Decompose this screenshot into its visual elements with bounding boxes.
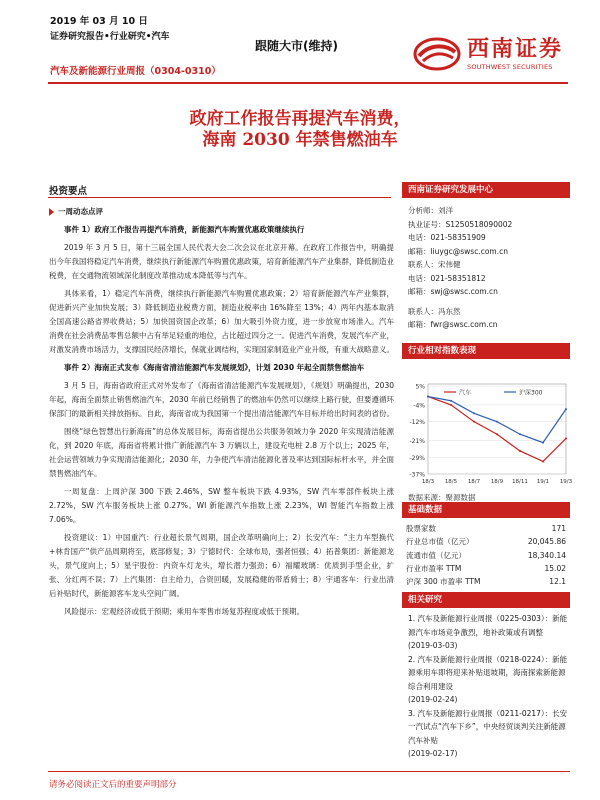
analyst-phone: 电话：021-58351909 [408,233,486,242]
event1-title: 事件 1）政府工作报告再提汽车消费，新能源汽车购置优惠政策继续执行 [64,225,305,234]
footer-notice: 请务必阅读正文后的重要声明部分 [49,780,177,790]
logo-icon [413,36,461,72]
subsection-label: 一周动态点评 [58,207,103,216]
index-performance-chart [402,378,573,488]
rating: 跟随大市(维持) [255,39,338,53]
x-tick-label: 19/3 [559,479,573,485]
x-tick-label: 18/9 [490,479,504,485]
series-point [427,396,429,398]
x-tick-label: 18/5 [444,479,458,485]
related-item[interactable] [402,612,570,653]
y-tick-label: -4% [413,402,425,410]
data-value: 20,045.86 [527,537,566,547]
series-point [473,421,475,423]
x-tick-label: 18/7 [467,479,481,485]
legend-label: 汽车 [459,389,472,397]
y-tick-label: -12% [409,419,425,427]
x-tick-label: 19/1 [536,479,550,485]
related-item-title[interactable]: 3. 汽车及新能源行业周报（0211-0217）：长安一汽试点“汽车下乡”，中央经贸谈判关注新能源汽车补贴 [408,708,568,745]
related-item-title[interactable]: 2. 汽车及新能源行业周报（0218-0224）：新能源乘用车即将迎来补贴退坡期，海南探索新能源综合利用建设 [408,654,568,691]
series-point [565,408,567,410]
data-row-hs300-pe [402,575,570,588]
data-value: 171 [551,524,566,533]
report-title-line2: 海南 2030 年禁售燃油车 [202,130,398,150]
weekly-review: 一周复盘：上周沪深 300 下跌 2.46%，SW 整车板块下跌 4.93%，SW 汽车零部件板块上涨 2.72%，SW 汽车服务板块上涨 0.27%。WI 新能源汽车指数上涨 2.23%，WI 智能汽车指数上涨 7.06%。 [49,487,394,524]
data-key: 沪深 300 市盈率 TTM [406,577,481,587]
data-key: 行业总市值（亿元） [406,537,474,547]
analyst-email[interactable]: 邮箱：liuygc@swsc.com.cn [408,246,508,256]
contact2-email[interactable]: 邮箱：fwr@swsc.com.cn [408,320,498,329]
series-point [565,437,567,439]
data-value: 15.02 [544,563,566,573]
series-point [542,460,544,462]
footer-divider [48,771,570,772]
contact2-name: 联系人：冯东然 [408,306,461,316]
contact-email[interactable]: 邮箱：swj@swsc.com.cn [408,287,498,296]
logo-text-en: SOUTHWEST SECURITIES [467,63,553,71]
section-divider [48,197,391,198]
y-tick-label: -21% [409,438,425,446]
research-center-title: 西南证券研究发展中心 [402,182,570,198]
related-research-panel [402,592,570,761]
data-row-pe [402,562,570,575]
data-row-stocks [402,522,570,535]
data-value: 12.1 [549,577,566,587]
x-tick-label: 18/3 [421,479,435,485]
subsection-heading [49,205,394,219]
series-point [542,442,544,444]
contact-name: 联系人：宋伟健 [408,260,461,269]
series-point [450,404,452,406]
main-content [49,205,394,623]
logo-text-cn: 西南证券 [467,36,564,62]
data-key: 行业市盈率 TTM [406,563,462,573]
event1-paragraph2: 具体来看，1）稳定汽车消费，继续执行新能源汽车购置优惠政策；2）培育新能源汽车产业集群，促进新兴产业加快发展；3）降低制造业税费方面，制造业税率由 16%降至 13%；4）两年内基本取消全国高速公路省界收费站；5）加快国资国企改革；6）加大吸引外资力度，进一步放宽市场准入。汽车消费在社会消费品零售总额中占有举足轻重的地位，占比超过四分之一。促进汽车消费，发展汽车产业，对激发消费市场活力，支撑国民经济增长，保就业调结构，实现国家制造业产业升级，有重大战略意义。 [49,289,394,354]
chart-plot-area [428,384,566,474]
header-divider [48,82,568,84]
related-item-date: (2019-02-17) [408,749,458,758]
related-item-date: (2019-03-03) [408,641,458,650]
related-item[interactable] [402,707,570,761]
related-item[interactable] [402,653,570,707]
legend-label: 沪深300 [519,389,543,397]
series-point [496,433,498,435]
basic-data-title: 基础数据 [402,502,570,518]
data-key: 股票家数 [406,524,436,533]
chart-panel [402,343,570,359]
company-logo [413,36,563,72]
x-tick-label: 18/11 [512,479,528,485]
basic-data-panel [402,502,570,588]
series-line-0 [428,397,566,462]
data-row-market-cap [402,535,570,548]
event2-title: 事件 2）海南正式发布《海南省清洁能源汽车发展规划》，计划 2030 年起全面禁售燃油车 [64,363,365,372]
event2-paragraph2: 围绕“绿色智慧出行新海南”的总体发展目标，海南省提出公共服务领域力争 2020 年实现清洁能源化，到 2020 年底，海南省将累计推广新能源汽车 3 万辆以上，建设充电桩 2.8 万个以上；2025 年，社会运营领域力争实现清洁能源化；2030 年，力争使汽车清洁能源化普及率达到国际标杆水平，并全面禁售燃油汽车。 [49,427,394,478]
data-value: 18,340.14 [527,550,566,560]
y-tick-label: 5% [415,383,425,391]
series-point [519,433,521,435]
report-date: 2019 年 03 月 10 日 [50,16,148,27]
event1-paragraph1: 2019 年 3 月 5 日，第十三届全国人民代表大会二次会议在北京开幕。在政府工作报告中，明确提出今年我国将稳定汽车消费，继续执行新能源汽车购置优惠政策，培育新能源汽车产业集群，降低制造业税费，在交通物流领域深化制度改革推动成本降低等与汽车。 [49,243,394,280]
investment-advice: 投资建议：1）中国重汽：行业超长景气周期，国企改革明确向上；2）长安汽车：“主力车型换代+林肯国产”供产品周期将至，底部修复；3）宁德时代：全球布局，强者恒强；4）拓普集团：新能源龙头，景气度向上；5）星宇股份：内资车灯龙头，增长潜力强劲；6）福耀玻璃：优质到手型企业，扩张、分红两不误；7）上汽集团：自主给力，合资回暖，发展稳健的带盾骑士；8）宇通客车：行业出清后补贴时代，新能源客车龙头空间广阔。 [49,533,394,598]
event2-paragraph1: 3 月 5 日，海南省政府正式对外发布了《海南省清洁能源汽车发展规划》，《规划》明确提出，2030 年起，海南全面禁止销售燃油汽车，2030 年前已经销售了的燃油车仍然可以继续上路行驶，但要遵循环保部门的最新相关排放指标。自此，海南省成为我国第一个提出清洁能源汽车目标并给出时间表的省份。 [49,381,394,418]
bullet-triangle-icon [49,208,54,216]
chart-title: 行业相对指数表现 [402,343,570,359]
series-point [519,450,521,452]
series-point [473,412,475,414]
analyst-name: 分析师：刘洋 [408,206,453,215]
report-type: 证券研究报告•行业研究•汽车 [50,32,170,42]
analyst-cert: 执业证号：S1250518090002 [408,219,513,229]
related-item-date: (2019-02-24) [408,695,458,704]
series-point [496,421,498,423]
y-tick-label: -37% [409,471,425,479]
data-row-float-cap [402,549,570,562]
related-title: 相关研究 [402,592,570,608]
related-item-title[interactable]: 1. 汽车及新能源行业周报（0225-0303）：新能源汽车市场竞争激烈，地补政策或有调整 [408,614,568,637]
series-point [450,400,452,402]
data-key: 流通市值（亿元） [406,550,466,560]
risk-warning: 风险提示：宏观经济或低于预期；乘用车零售市场复苏程度或低于预期。 [64,607,304,616]
report-series: 汽车及新能源行业周报（0304-0310） [50,66,221,77]
section-heading: 投资要点 [49,186,88,197]
chart-source: 数据来源：聚源数据 [408,493,476,502]
analyst-panel [402,182,570,332]
contact-phone: 电话：021-58351812 [408,273,486,283]
report-title-line1: 政府工作报告再提汽车消费， [189,109,411,129]
y-tick-label: -29% [409,454,425,462]
